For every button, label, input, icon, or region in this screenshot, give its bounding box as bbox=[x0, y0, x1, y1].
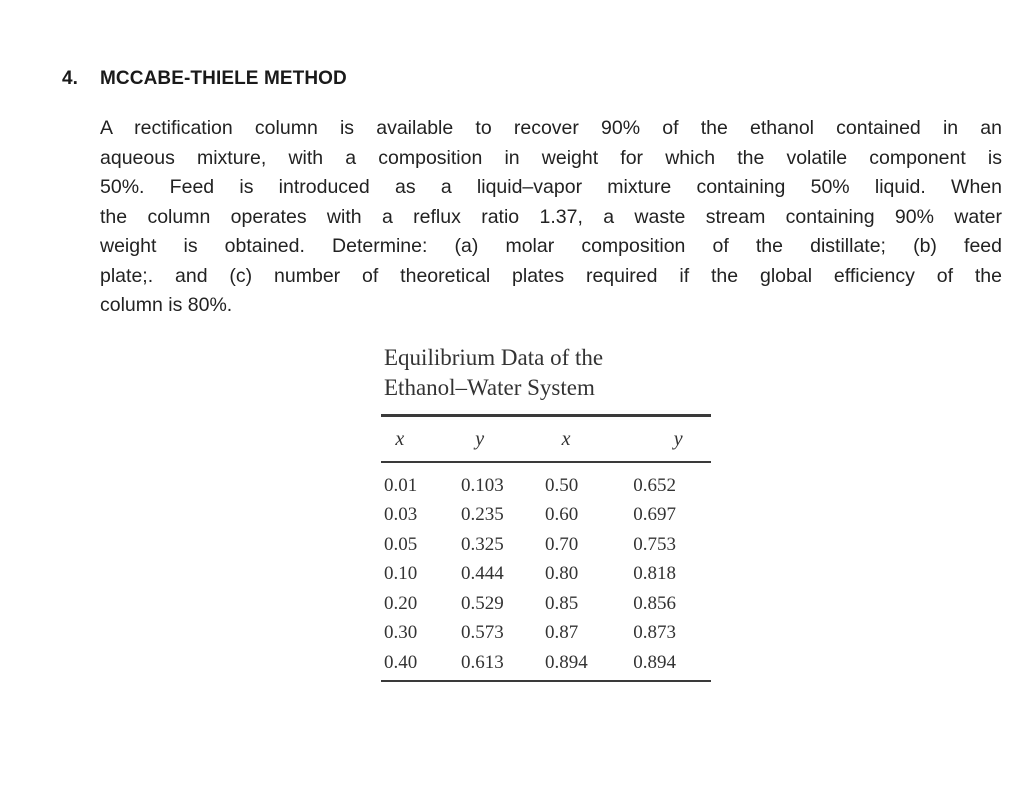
cell: 0.652 bbox=[633, 474, 677, 496]
table-caption-line: Ethanol–Water System bbox=[384, 375, 595, 400]
cell: 0.818 bbox=[633, 563, 677, 585]
header-x: x bbox=[561, 427, 571, 450]
cell: 0.70 bbox=[545, 533, 579, 555]
table-row bbox=[381, 501, 711, 531]
cell: 0.10 bbox=[384, 563, 418, 585]
problem-line: plate;. and (c) number of theoretical plates required if the global efficiency of the bbox=[100, 264, 1002, 287]
cell: 0.894 bbox=[633, 651, 677, 673]
header-y: y bbox=[475, 427, 485, 450]
problem-line: weight is obtained. Determine: (a) molar composition of the distillate; (b) feed bbox=[100, 235, 1002, 257]
cell: 0.325 bbox=[461, 533, 504, 555]
cell: 0.05 bbox=[384, 533, 418, 555]
cell: 0.235 bbox=[461, 504, 504, 526]
problem-line: the column operates with a reflux ratio 1.37, a waste stream containing 90% water bbox=[100, 205, 1002, 228]
cell: 0.529 bbox=[461, 592, 504, 614]
table-bottom-rule bbox=[381, 680, 711, 682]
equilibrium-table bbox=[381, 414, 711, 682]
table-row bbox=[381, 471, 711, 501]
problem-line: A rectification column is available to recover 90% of the ethanol contained in an bbox=[100, 117, 1002, 139]
cell: 0.894 bbox=[545, 651, 588, 673]
problem-statement bbox=[100, 114, 1002, 321]
cell: 0.01 bbox=[384, 474, 418, 496]
problem-line: 50%. Feed is introduced as a liquid–vapor mixture containing 50% liquid. When bbox=[100, 176, 1002, 198]
table-row bbox=[381, 589, 711, 619]
table-header-row bbox=[381, 417, 711, 461]
cell: 0.873 bbox=[633, 622, 677, 644]
cell: 0.40 bbox=[384, 651, 418, 673]
cell: 0.613 bbox=[461, 651, 504, 673]
cell: 0.87 bbox=[545, 622, 579, 644]
table-row bbox=[381, 530, 711, 560]
cell: 0.573 bbox=[461, 622, 504, 644]
problem-line: aqueous mixture, with a composition in weight for which the volatile component is bbox=[100, 146, 1002, 169]
cell: 0.444 bbox=[461, 563, 504, 585]
cell: 0.753 bbox=[633, 533, 677, 555]
cell: 0.103 bbox=[461, 474, 504, 496]
problem-line: column is 80%. bbox=[100, 294, 233, 316]
section-title: MCCABE-THIELE METHOD bbox=[100, 68, 347, 89]
table-caption bbox=[384, 343, 603, 403]
section-heading bbox=[62, 68, 347, 90]
table-row bbox=[381, 648, 711, 678]
cell: 0.50 bbox=[545, 474, 579, 496]
header-y: y bbox=[673, 427, 683, 450]
cell: 0.30 bbox=[384, 622, 418, 644]
table-caption-line: Equilibrium Data of the bbox=[384, 345, 604, 370]
table-row bbox=[381, 619, 711, 649]
section-number: 4. bbox=[62, 68, 79, 89]
cell: 0.85 bbox=[545, 592, 579, 614]
cell: 0.80 bbox=[545, 563, 579, 585]
cell: 0.20 bbox=[384, 592, 418, 614]
cell: 0.03 bbox=[384, 504, 418, 526]
cell: 0.697 bbox=[633, 504, 677, 526]
cell: 0.60 bbox=[545, 504, 579, 526]
header-x: x bbox=[395, 427, 405, 450]
cell: 0.856 bbox=[633, 592, 677, 614]
table-row bbox=[381, 560, 711, 590]
